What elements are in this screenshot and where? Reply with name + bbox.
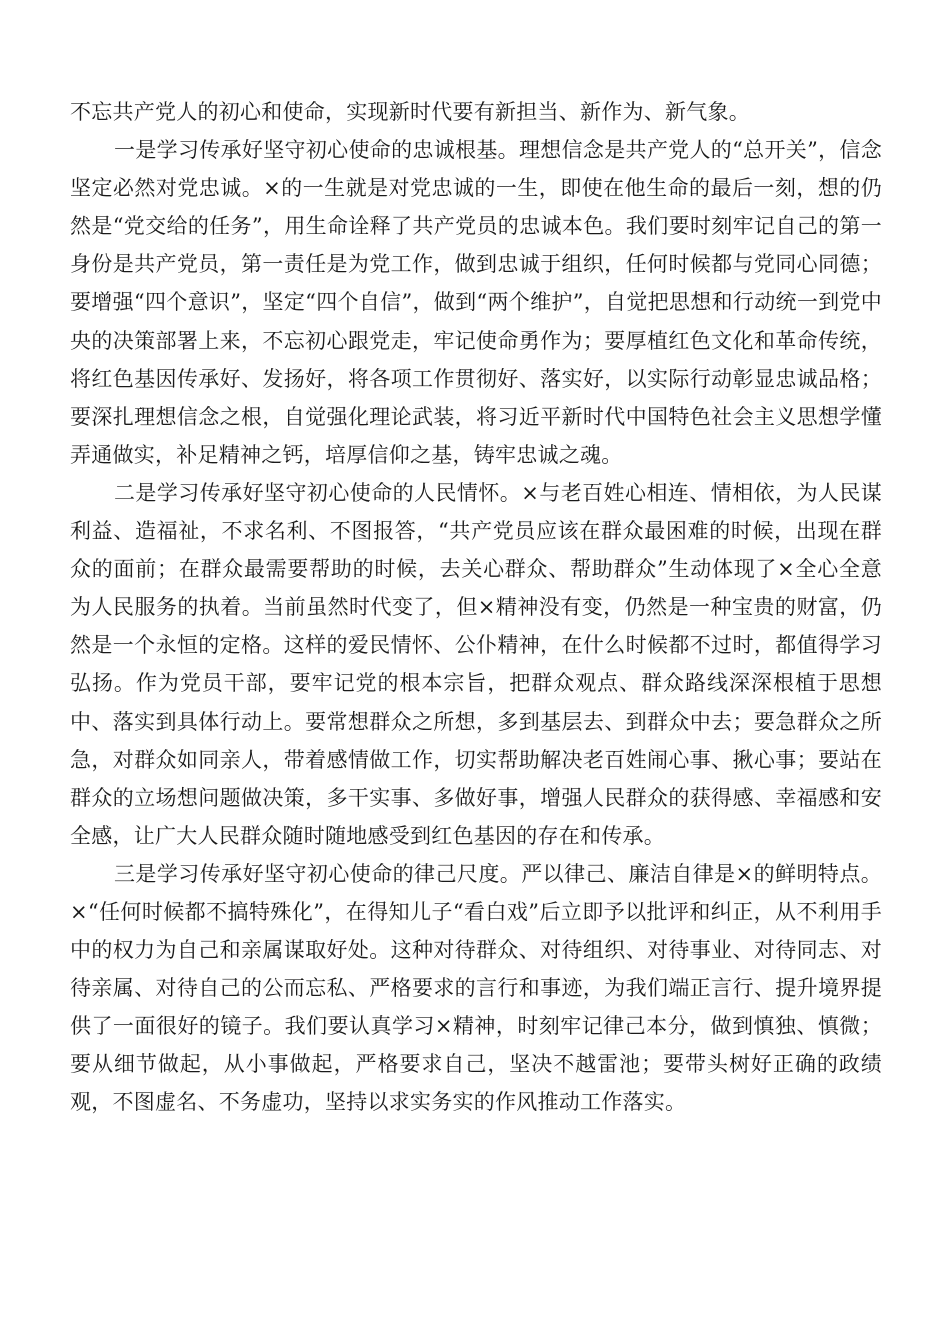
- paragraph-people: 二是学习传承好坚守初心使命的人民情怀。×与老百姓心相连、情相依，为人民谋利益、造福祉，不求名利、不图报答，“共产党员应该在群众最困难的时候，出现在群众的面前；在群众最需要帮助的时候，去关心群众、帮助群众”生动体现了×全心全意为人民服务的执着。当前虽然时代变了，但×精神没有变，仍然是一种宝贵的财富，仍然是一个永恒的定格。这样的爱民情怀、公仆精神，在什么时候都不过时，都值得学习弘扬。作为党员干部，要牢记党的根本宗旨，把群众观点、群众路线深深根植于思想中、落实到具体行动上。要常想群众之所想，多到基层去、到群众中去；要急群众之所急，对群众如同亲人，带着感情做工作，切实帮助解决老百姓闹心事、揪心事；要站在群众的立场想问题做决策，多干实事、多做好事，增强人民群众的获得感、幸福感和安全感，让广大人民群众随时随地感受到红色基因的存在和传承。: [70, 480, 882, 848]
- paragraph-self-discipline: 三是学习传承好坚守初心使命的律己尺度。严以律己、廉洁自律是×的鲜明特点。×“任何时候都不搞特殊化”，在得知儿子“看白戏”后立即予以批评和纠正，从不利用手中的权力为自己和亲属谋取好处。这种对待群众、对待组织、对待事业、对待同志、对待亲属、对待自己的公而忘私、严格要求的言行和事迹，为我们端正言行、提升境界提供了一面很好的镜子。我们要认真学习×精神，时刻牢记律己本分，做到慎独、慎微；要从细节做起，从小事做起，严格要求自己，坚决不越雷池；要带头树好正确的政绩观，不图虚名、不务虚功，坚持以求实务实的作风推动工作落实。: [70, 861, 882, 1115]
- document-body: [70, 93, 882, 1122]
- paragraph-loyalty: 一是学习传承好坚守初心使命的忠诚根基。理想信念是共产党人的“总开关”，信念坚定必然对党忠诚。×的一生就是对党忠诚的一生，即使在他生命的最后一刻，想的仍然是“党交给的任务”，用生命诠释了共产党员的忠诚本色。我们要时刻牢记自己的第一身份是共产党员，第一责任是为党工作，做到忠诚于组织，任何时候都与党同心同德；要增强“四个意识”，坚定“四个自信”，做到“两个维护”，自觉把思想和行动统一到党中央的决策部署上来，不忘初心跟党走，牢记使命勇作为；要厚植红色文化和革命传统，将红色基因传承好、发扬好，将各项工作贯彻好、落实好，以实际行动彰显忠诚品格；要深扎理想信念之根，自觉强化理论武装，将习近平新时代中国特色社会主义思想学懂弄通做实，补足精神之钙，培厚信仰之基，铸牢忠诚之魂。: [70, 138, 882, 467]
- paragraph-continuation: 不忘共产党人的初心和使命，实现新时代要有新担当、新作为、新气象。: [70, 100, 750, 124]
